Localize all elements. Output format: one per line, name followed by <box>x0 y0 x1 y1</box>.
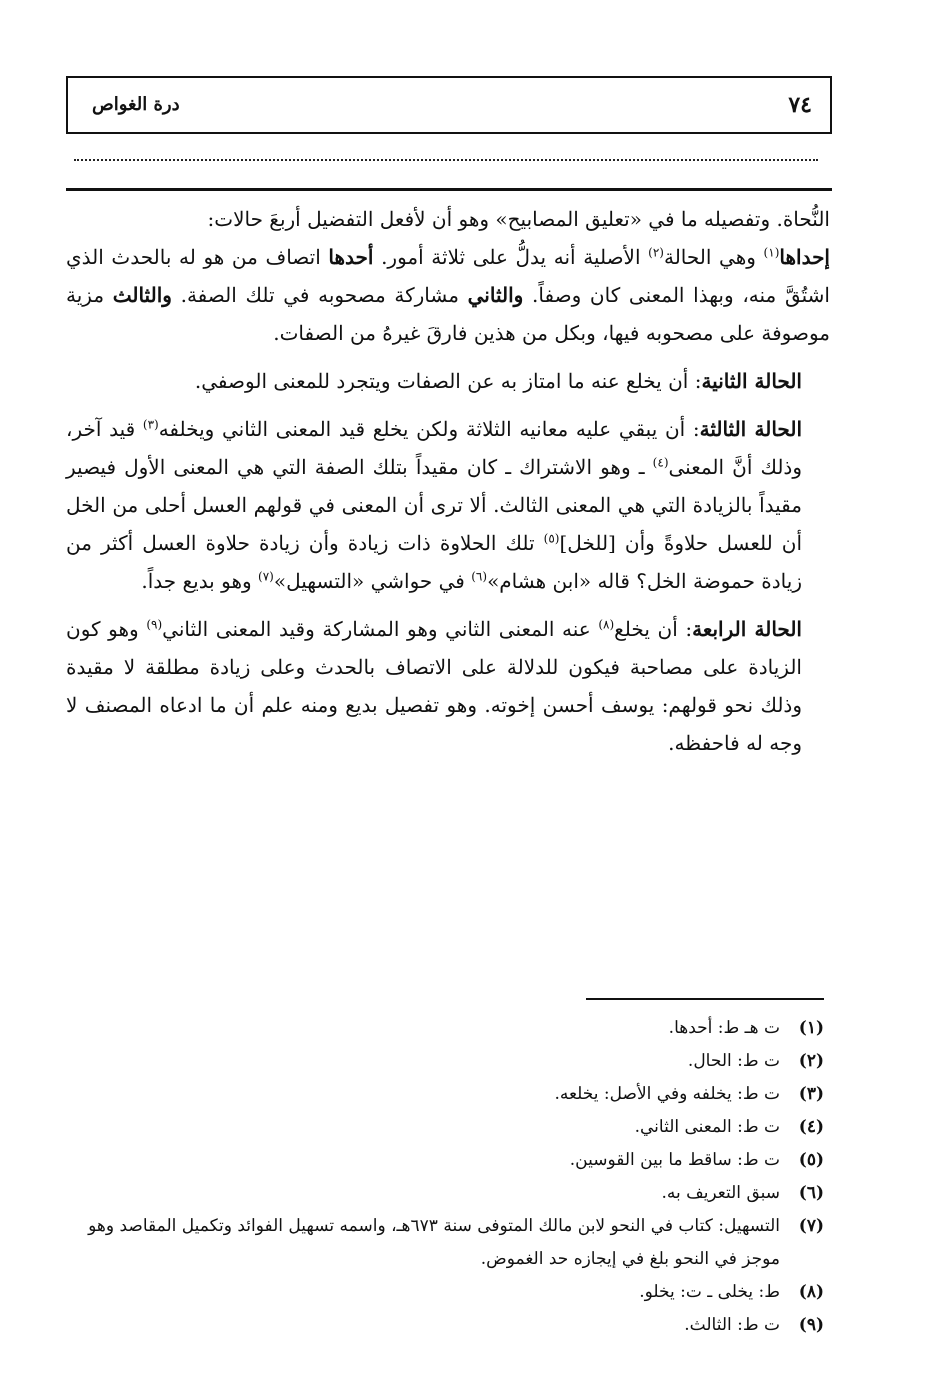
state-heading-1: إحداها <box>779 245 830 269</box>
page-number: ٧٤ <box>788 92 812 118</box>
footnote-item <box>60 1210 824 1276</box>
footnote-text: ت ط: يخلفه وفي الأصل: يخلعه. <box>554 1084 780 1104</box>
state-heading-3: الحالة الثالثة <box>699 417 802 441</box>
footnote-item <box>60 1111 824 1144</box>
footnote-ref-9: (٩) <box>146 617 163 632</box>
footnote-text: ط: يخلى ـ ت: يخلو. <box>639 1282 780 1302</box>
header-rule <box>66 188 832 191</box>
state-heading-2: الحالة الثانية <box>701 369 802 393</box>
footnote-mark: (٧) <box>798 1216 824 1236</box>
footnote-mark: (٩) <box>798 1315 824 1335</box>
footnote-text: التسهيل: كتاب في النحو لابن مالك المتوفى سنة ٦٧٣هـ، واسمه تسهيل الفوائد وتكميل المقاصد وهو موجز في النحو بلغ في إيجازه حد الغموض. <box>88 1216 780 1269</box>
dotted-separator <box>74 159 818 161</box>
book-title: درة الغواص <box>92 94 180 115</box>
footnote-mark: (٣) <box>798 1084 824 1104</box>
footnote-ref-4: (٤) <box>652 455 669 470</box>
footnote-text: ت هـ ط: أحدها. <box>668 1018 780 1038</box>
footnote-ref-3: (٣) <box>142 417 159 432</box>
footnote-rule <box>586 998 824 1000</box>
paragraph-third-state: الحالة الثالثة: أن يبقي عليه معانيه الثلاثة ولكن يخلع قيد المعنى الثاني ويخلفه$^{(٣)}$ قيد آخر، وذلك أنَّ المعنى$^{(٤)}$ ـ وهو الاشتراك ـ كان مقيداً بتلك الصفة التي هي المعنى الأول فيصير مقيداً بالزيادة التي هي المعنى الثالث. ألا ترى أن المعنى في قولهم العسل أحلى من الخل أن للعسل حلاوةً وأن [للخل]$^{(٥)}$ تلك الحلاوة ذات زيادة وأن زيادة حلاوة العسل أكثر من زيادة حموضة الخل؟ قاله «ابن هشام»$^{(٦)}$ في حواشي «التسهيل»$^{(٧)}$ وهو بديع جداً. <box>66 417 802 593</box>
footnote-item <box>60 1309 824 1342</box>
footnote-item <box>60 1177 824 1210</box>
footnote-item <box>60 1276 824 1309</box>
footnote-text: ت ط: الحال. <box>687 1051 780 1071</box>
paragraph-second-state: الحالة الثانية: أن يخلع عنه ما امتاز به عن الصفات ويتجرد للمعنى الوصفي. <box>194 369 802 393</box>
footnote-mark: (١) <box>798 1018 824 1038</box>
footnote-mark: (٢) <box>798 1051 824 1071</box>
footnote-ref-6: (٦) <box>471 569 488 584</box>
footnote-mark: (٦) <box>798 1183 824 1203</box>
footnote-ref-1: (١) <box>763 245 780 260</box>
running-header <box>66 76 832 134</box>
footnote-text: ت ط: المعنى الثاني. <box>634 1117 780 1137</box>
footnote-item <box>60 1078 824 1111</box>
footnote-ref-7: (٧) <box>258 569 274 584</box>
footnote-mark: (٨) <box>798 1282 824 1302</box>
footnote-text: ت ط: ساقط ما بين القوسين. <box>569 1150 780 1170</box>
state-heading-4: الحالة الرابعة <box>692 617 802 641</box>
paragraph-intro: النُّحاة. وتفصيله ما في «تعليق المصابيح» وهو أن لأفعل التفضيل أربعَ حالات: <box>207 207 830 231</box>
footnote-item <box>60 1012 824 1045</box>
footnote-item <box>60 1144 824 1177</box>
footnote-text: ت ط: الثالث. <box>684 1315 780 1335</box>
footnote-mark: (٥) <box>798 1150 824 1170</box>
footnote-item <box>60 1045 824 1078</box>
footnotes <box>60 1012 824 1342</box>
footnote-text: سبق التعريف به. <box>661 1183 780 1203</box>
paragraph-fourth-state: الحالة الرابعة: أن يخلع$^{(٨)}$ عنه المعنى الثاني وهو المشاركة وقيد المعنى الثاني$^{(٩)}$ وهو كون الزيادة على مصاحبة فيكون للدلالة على الاتصاف بالحدث وعلى زيادة مطلقة لا مقيدة وذلك نحو قولهم: يوسف أحسن إخوته. وهو تفصيل بديع ومنه علم أن ما ادعاه المصنف لا وجه له فاحفظه. <box>66 617 802 755</box>
footnote-ref-8: (٨) <box>598 617 615 632</box>
footnote-mark: (٤) <box>798 1117 824 1137</box>
paragraph-first-state: إحداها$^{(١)}$ وهي الحالة$^{(٢)}$ الأصلية أنه يدلُّ على ثلاثة أمور. أحدها اتصاف من هو له بالحدث الذي اشتُقَّ منه، وبهذا المعنى كان وصفاً. والثاني مشاركة مصحوبه في تلك الصفة. والثالث مزية موصوفة على مصحوبه فيها، وبكل من هذين فارقَ غيرهُ من الصفات. <box>66 245 830 345</box>
footnote-ref-2: (٢) <box>648 245 664 260</box>
main-text <box>66 200 830 762</box>
footnote-ref-5: (٥) <box>543 531 560 546</box>
